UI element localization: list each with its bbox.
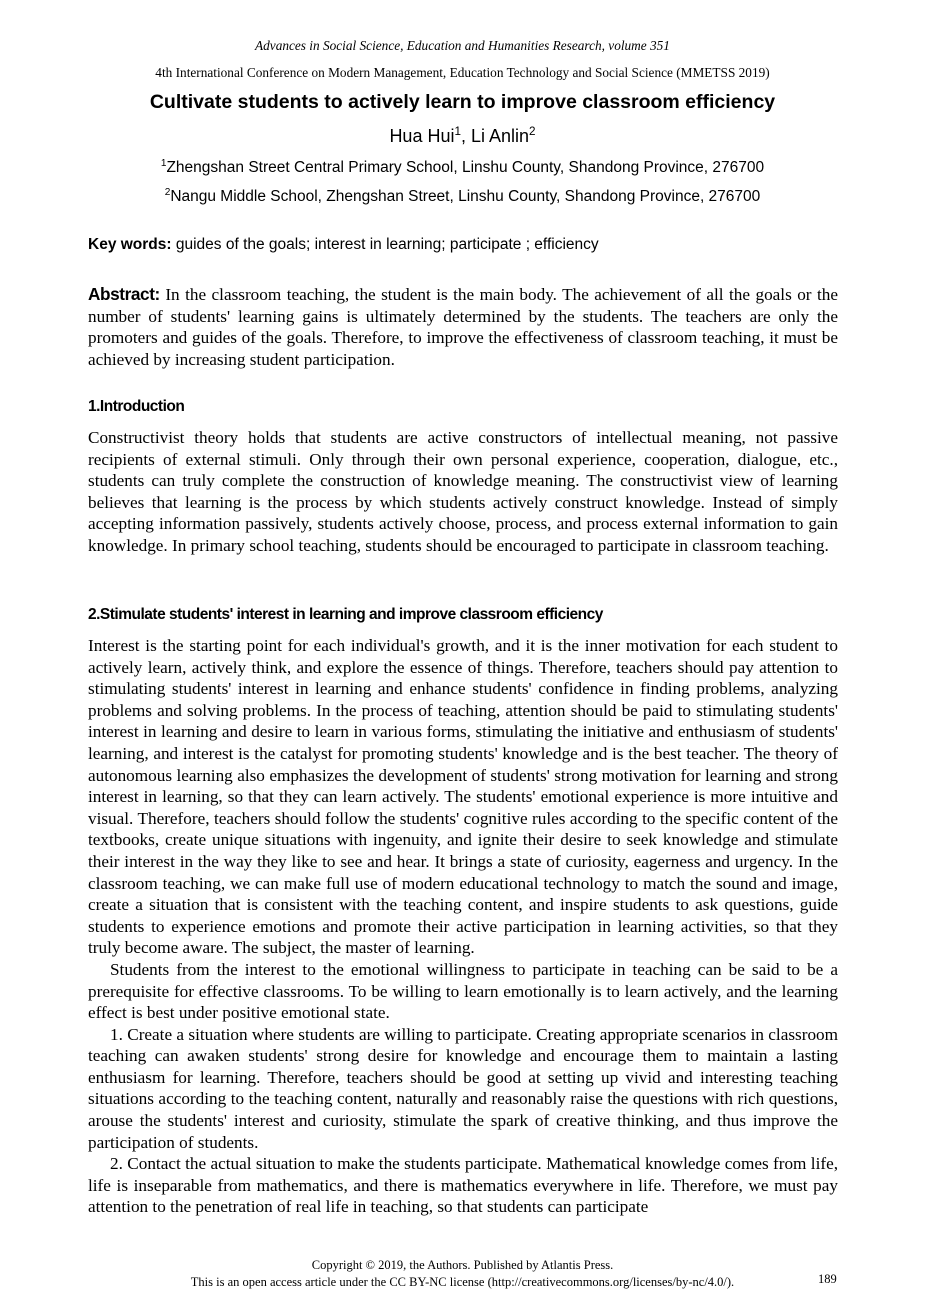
abstract: [88, 284, 838, 370]
conference-header: 4th International Conference on Modern Management, Education Technology and Social Science (MMETSS 2019): [155, 65, 770, 80]
paragraph: 2. Contact the actual situation to make the students participate. Mathematical knowledge comes from life, life is inseparable from mathematics, and there is mathematics everywhere in life. Therefore, we must pay attention to the penetration of real life in teaching, so that students can participate: [88, 1154, 838, 1217]
authors: [0, 126, 925, 147]
paragraph: Interest is the starting point for each individual's growth, and it is the inner motivation for each student to actively learn, actively think, and explore the essence of things. Therefore, teachers should pay attention to stimulating students' interest in learning and enhance students' confidence in finding problems, analyzing problems and solving problems. In the process of teaching, attention should be paid to stimulating students' interest in learning and desire to learn in various forms, stimulating the initiative and enthusiasm of students' learning, and interest is the catalyst for promoting students' knowledge and is the best teacher. The theory of autonomous learning also emphasizes the development of students' strong motivation for learning and strong interest in learning, so that they can learn actively. The students' emotional experience is more intuitive and visual. Therefore, teachers should follow the students' cognitive rules according to the specific content of the textbooks, create unique situations with ingenuity, and ignite their desire to seek knowledge and stimulate their interest in the way they like to see and hear. It brings a state of curiosity, eagerness and urgency. In the classroom teaching, we can make full use of modern educational technology to match the sound and image, create a situation that is consistent with the teaching content, and inspire students to ask questions, guide students to experience emotions and promote their active participation in learning activities, so that they truly become aware. The subject, the master of learning.: [88, 636, 838, 958]
affiliation: [0, 159, 925, 177]
affiliation-text: Zhengshan Street Central Primary School, Linshu County, Shandong Province, 276700: [166, 159, 765, 176]
footer-copyright: Copyright © 2019, the Authors. Published by Atlantis Press.: [311, 1258, 614, 1272]
section-body: [88, 427, 838, 557]
affiliation: [0, 188, 925, 206]
section-heading: 1.Introduction: [88, 398, 185, 415]
affiliation-sup: 2: [164, 186, 171, 198]
keywords: [88, 236, 599, 254]
author-separator: ,: [460, 126, 471, 146]
section-heading: 2.Stimulate students' interest in learning and improve classroom efficiency: [88, 606, 603, 623]
footer-license: This is an open access article under the CC BY-NC license (http://creativecommons.org/licenses/by-nc/4.0/).: [190, 1275, 735, 1289]
journal-header: Advances in Social Science, Education and Humanities Research, volume 351: [255, 38, 670, 53]
author-name: Hua Hui: [389, 126, 455, 146]
paper-title: Cultivate students to actively learn to improve classroom efficiency: [149, 91, 776, 113]
paragraph: 1. Create a situation where students are willing to participate. Creating appropriate scenarios in classroom teaching can awaken students' strong desire for knowledge and encourage them to maintain a lasting enthusiasm for learning. Therefore, teachers should be good at setting up vivid and interesting teaching situations according to the teaching content, naturally and reasonably raise the questions with rich questions, arouse the students' interest and curiosity, stimulate the spark of creative thinking, and thus improve the participation of students.: [88, 1024, 838, 1152]
affiliation-sup: 1: [160, 157, 167, 169]
keywords-label: Key words:: [88, 236, 172, 253]
author-sup: 1: [454, 125, 461, 138]
author-name: Li Anlin: [471, 126, 530, 146]
paragraph: Students from the interest to the emotional willingness to participate in teaching can be said to be a prerequisite for effective classrooms. To be willing to learn emotionally is to learn actively, and the learning effect is best under positive emotional state.: [88, 959, 838, 1023]
keywords-text: guides of the goals; interest in learning; participate ; efficiency: [171, 236, 599, 253]
section-body: [88, 635, 838, 1218]
author-sup: 2: [529, 125, 536, 138]
page-number: 189: [818, 1272, 837, 1286]
affiliation-text: Nangu Middle School, Zhengshan Street, Linshu County, Shandong Province, 276700: [170, 188, 761, 205]
abstract-label: Abstract:: [88, 284, 160, 304]
paragraph: Constructivist theory holds that students are active constructors of intellectual meaning, not passive recipients of external stimuli. Only through their own personal experience, cooperation, dialogue, etc., students can truly complete the construction of knowledge meaning. The constructivist view of learning believes that learning is the process by which students actively construct knowledge. Instead of simply accepting information passively, students actively choose, process, and process external information to gain knowledge. In primary school teaching, students should be encouraged to participate in classroom teaching.: [88, 428, 838, 555]
abstract-text: In the classroom teaching, the student is the main body. The achievement of all the goals or the number of students' learning gains is ultimately determined by the students. The teachers are only the promoters and guides of the goals. Therefore, to improve the effectiveness of classroom teaching, it must be achieved by increasing student participation.: [88, 285, 838, 369]
